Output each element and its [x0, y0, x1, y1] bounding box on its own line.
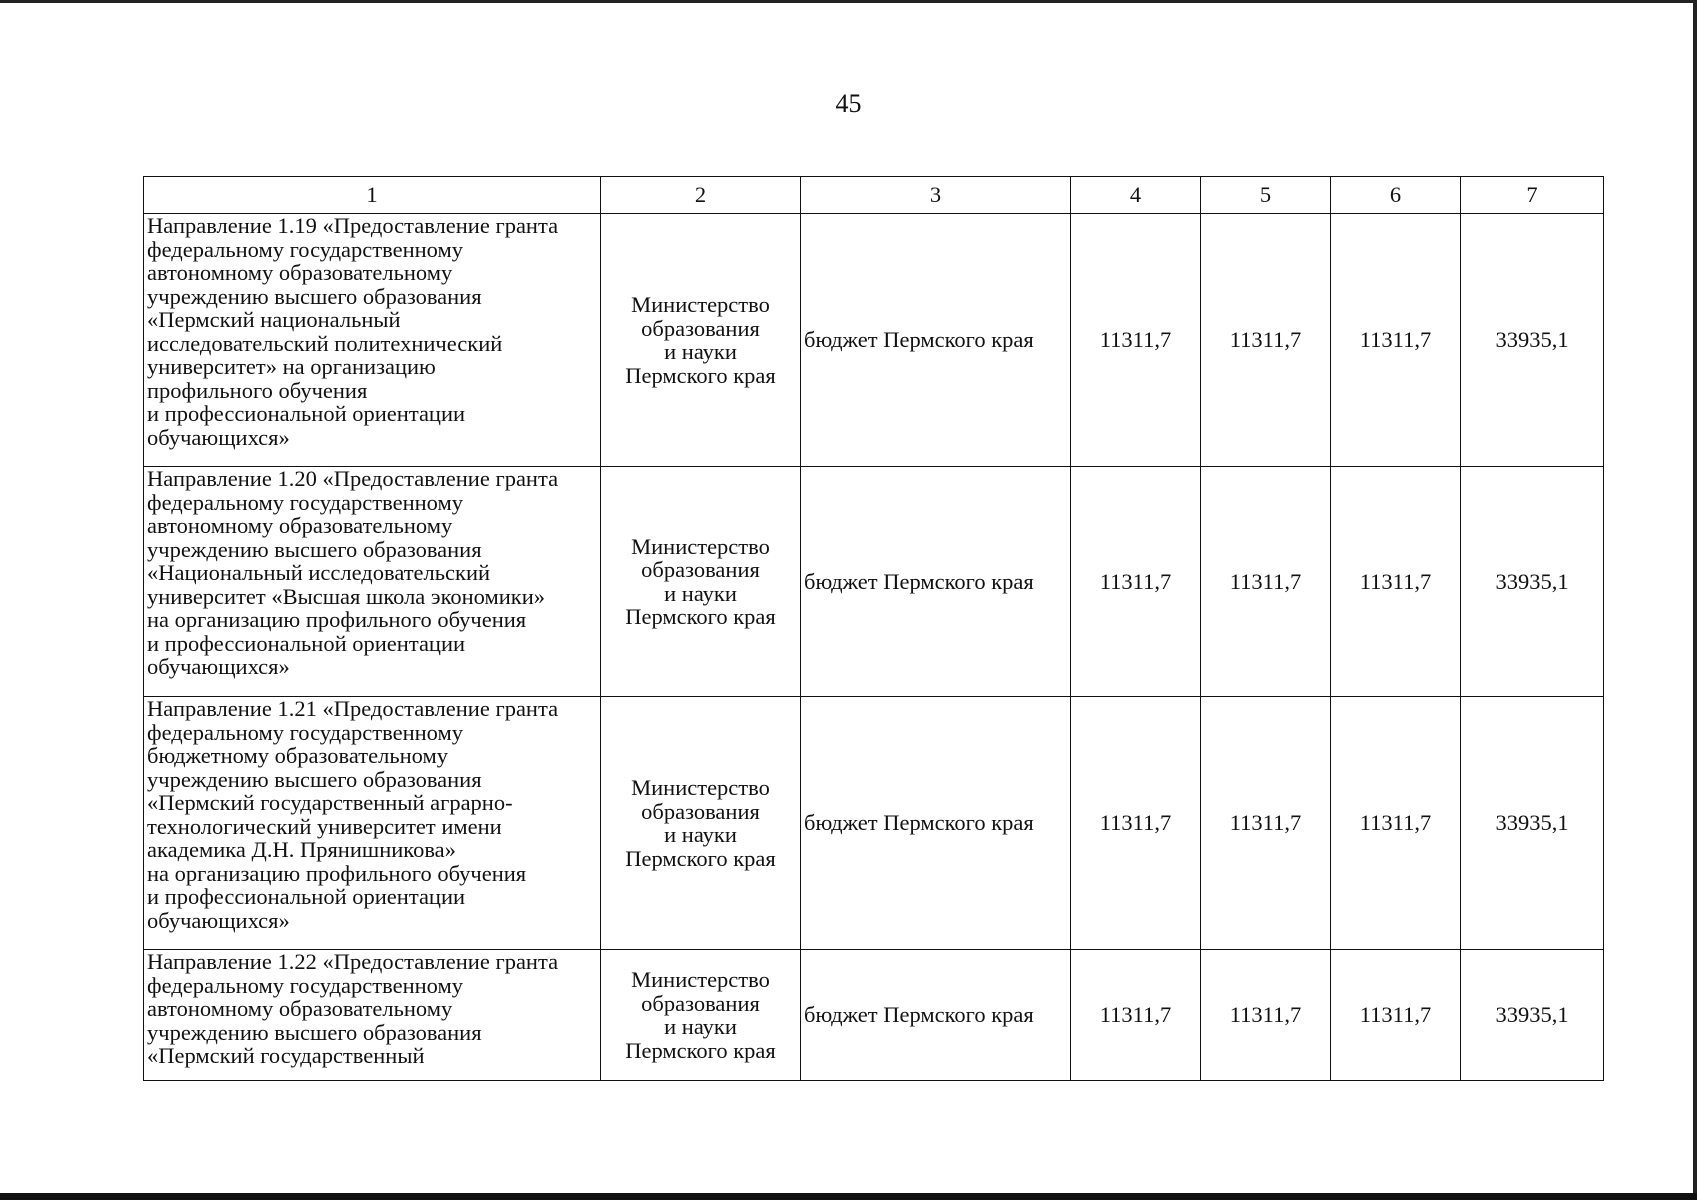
executor-text: Министерство образования и науки Пермского края	[625, 775, 776, 871]
executor-cell	[601, 214, 801, 467]
value-col-6: 11311,7	[1331, 467, 1461, 697]
table-row	[144, 214, 1604, 467]
executor-cell	[601, 950, 801, 1081]
value-col-6: 11311,7	[1331, 950, 1461, 1081]
table-row	[144, 950, 1604, 1081]
scan-right-edge	[1693, 0, 1697, 1200]
direction-name-cell	[144, 214, 601, 467]
header-col-5: 5	[1201, 177, 1331, 214]
value-col-5: 11311,7	[1201, 697, 1331, 950]
table-row	[144, 467, 1604, 697]
value-col-7-total: 33935,1	[1461, 950, 1604, 1081]
header-col-2: 2	[601, 177, 801, 214]
header-col-1: 1	[144, 177, 601, 214]
value-col-4: 11311,7	[1071, 214, 1201, 467]
scan-top-edge	[0, 0, 1697, 3]
funding-source-cell: бюджет Пермского края	[801, 214, 1071, 467]
direction-name-text: Направление 1.20 «Предоставление гранта федеральному государственному автономному образовательному учреждению высшего образования «Национальный исследовательский университет «Высшая школа экономики» на организацию профильного обучения и профессиональной ориентации обучающихся»	[147, 466, 559, 679]
direction-name-cell	[144, 467, 601, 697]
funding-source-cell: бюджет Пермского края	[801, 697, 1071, 950]
value-col-5: 11311,7	[1201, 467, 1331, 697]
value-col-5: 11311,7	[1201, 214, 1331, 467]
header-col-7: 7	[1461, 177, 1604, 214]
funding-source-cell: бюджет Пермского края	[801, 950, 1071, 1081]
header-col-4: 4	[1071, 177, 1201, 214]
direction-name-cell	[144, 697, 601, 950]
direction-name-text: Направление 1.22 «Предоставление гранта федеральному государственному автономному образовательному учреждению высшего образования «Пермский государственный	[147, 949, 559, 1068]
value-col-7-total: 33935,1	[1461, 467, 1604, 697]
value-col-5: 11311,7	[1201, 950, 1331, 1081]
value-col-4: 11311,7	[1071, 950, 1201, 1081]
executor-cell	[601, 467, 801, 697]
direction-name-text: Направление 1.21 «Предоставление гранта федеральному государственному бюджетному образовательному учреждению высшего образования «Пермский государственный аграрно- технологический университет имени академика Д.Н. Прянишникова» на организацию профильного обучения и профессиональной ориентации обучающихся»	[147, 696, 559, 933]
direction-name-text: Направление 1.19 «Предоставление гранта федеральному государственному автономному образовательному учреждению высшего образования «Пермский национальный исследовательский политехнический университет» на организацию профильного обучения и профессиональной ориентации обучающихся»	[147, 213, 559, 450]
value-col-7-total: 33935,1	[1461, 697, 1604, 950]
executor-text: Министерство образования и науки Пермского края	[625, 533, 776, 629]
value-col-6: 11311,7	[1331, 214, 1461, 467]
header-col-6: 6	[1331, 177, 1461, 214]
scan-bottom-edge	[0, 1193, 1697, 1200]
executor-text: Министерство образования и науки Пермского края	[625, 967, 776, 1063]
table-header-row	[144, 177, 1604, 214]
executor-text: Министерство образования и науки Пермского края	[625, 292, 776, 388]
value-col-4: 11311,7	[1071, 697, 1201, 950]
table-row	[144, 697, 1604, 950]
page-number: 45	[835, 89, 862, 118]
budget-table	[143, 176, 1604, 1081]
direction-name-cell	[144, 950, 601, 1081]
value-col-4: 11311,7	[1071, 467, 1201, 697]
funding-source-cell: бюджет Пермского края	[801, 467, 1071, 697]
value-col-6: 11311,7	[1331, 697, 1461, 950]
header-col-3: 3	[801, 177, 1071, 214]
executor-cell	[601, 697, 801, 950]
value-col-7-total: 33935,1	[1461, 214, 1604, 467]
